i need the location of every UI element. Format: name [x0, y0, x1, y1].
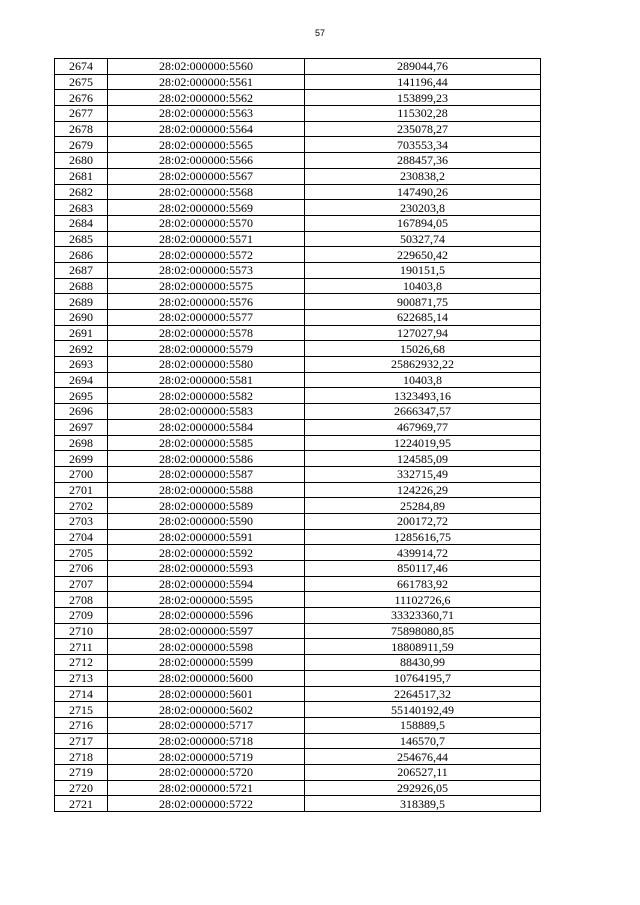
table-row [55, 404, 541, 420]
value-cell: 10764195,7 [305, 670, 541, 686]
row-number-cell: 2674 [55, 59, 108, 75]
cadastral-number-cell: 28:02:000000:5570 [108, 215, 305, 231]
table-row [55, 796, 541, 812]
cadastral-number-cell: 28:02:000000:5593 [108, 561, 305, 577]
value-cell: 288457,36 [305, 153, 541, 169]
value-cell: 18808911,59 [305, 639, 541, 655]
table-row [55, 74, 541, 90]
table-row [55, 200, 541, 216]
row-number-cell: 2708 [55, 592, 108, 608]
value-cell: 25862932,22 [305, 357, 541, 373]
value-cell: 2264517,32 [305, 686, 541, 702]
row-number-cell: 2718 [55, 749, 108, 765]
cadastral-number-cell: 28:02:000000:5717 [108, 717, 305, 733]
table-row [55, 780, 541, 796]
cadastral-number-cell: 28:02:000000:5573 [108, 262, 305, 278]
cadastral-number-cell: 28:02:000000:5591 [108, 529, 305, 545]
cadastral-number-cell: 28:02:000000:5569 [108, 200, 305, 216]
value-cell: 230838,2 [305, 168, 541, 184]
value-cell: 2666347,57 [305, 404, 541, 420]
value-cell: 254676,44 [305, 749, 541, 765]
cadastral-number-cell: 28:02:000000:5597 [108, 623, 305, 639]
value-cell: 158889,5 [305, 717, 541, 733]
value-cell: 146570,7 [305, 733, 541, 749]
row-number-cell: 2683 [55, 200, 108, 216]
table-row [55, 466, 541, 482]
row-number-cell: 2687 [55, 262, 108, 278]
cadastral-number-cell: 28:02:000000:5577 [108, 310, 305, 326]
cadastral-number-cell: 28:02:000000:5722 [108, 796, 305, 812]
row-number-cell: 2685 [55, 231, 108, 247]
cadastral-number-cell: 28:02:000000:5571 [108, 231, 305, 247]
table-row [55, 168, 541, 184]
value-cell: 661783,92 [305, 576, 541, 592]
value-cell: 115302,28 [305, 106, 541, 122]
table-row [55, 749, 541, 765]
row-number-cell: 2694 [55, 372, 108, 388]
cadastral-number-cell: 28:02:000000:5594 [108, 576, 305, 592]
value-cell: 850117,46 [305, 561, 541, 577]
value-cell: 141196,44 [305, 74, 541, 90]
cadastral-number-cell: 28:02:000000:5561 [108, 74, 305, 90]
table-row [55, 655, 541, 671]
row-number-cell: 2710 [55, 623, 108, 639]
row-number-cell: 2686 [55, 247, 108, 263]
value-cell: 75898080,85 [305, 623, 541, 639]
value-cell: 10403,8 [305, 278, 541, 294]
cadastral-number-cell: 28:02:000000:5599 [108, 655, 305, 671]
value-cell: 55140192,49 [305, 702, 541, 718]
cadastral-number-cell: 28:02:000000:5596 [108, 608, 305, 624]
cadastral-number-cell: 28:02:000000:5602 [108, 702, 305, 718]
row-number-cell: 2706 [55, 561, 108, 577]
row-number-cell: 2693 [55, 357, 108, 373]
value-cell: 703553,34 [305, 137, 541, 153]
row-number-cell: 2717 [55, 733, 108, 749]
value-cell: 289044,76 [305, 59, 541, 75]
value-cell: 229650,42 [305, 247, 541, 263]
row-number-cell: 2702 [55, 498, 108, 514]
row-number-cell: 2699 [55, 451, 108, 467]
value-cell: 147490,26 [305, 184, 541, 200]
cadastral-number-cell: 28:02:000000:5568 [108, 184, 305, 200]
row-number-cell: 2711 [55, 639, 108, 655]
row-number-cell: 2682 [55, 184, 108, 200]
row-number-cell: 2704 [55, 529, 108, 545]
table-body [55, 59, 541, 812]
cadastral-number-cell: 28:02:000000:5600 [108, 670, 305, 686]
cadastral-number-cell: 28:02:000000:5584 [108, 419, 305, 435]
row-number-cell: 2703 [55, 513, 108, 529]
cadastral-number-cell: 28:02:000000:5601 [108, 686, 305, 702]
table-row [55, 121, 541, 137]
table-row [55, 247, 541, 263]
value-cell: 622685,14 [305, 310, 541, 326]
cadastral-number-cell: 28:02:000000:5590 [108, 513, 305, 529]
value-cell: 900871,75 [305, 294, 541, 310]
value-cell: 1323493,16 [305, 388, 541, 404]
table-row [55, 561, 541, 577]
row-number-cell: 2684 [55, 215, 108, 231]
table-row [55, 278, 541, 294]
table-row [55, 231, 541, 247]
table-row [55, 262, 541, 278]
row-number-cell: 2707 [55, 576, 108, 592]
cadastral-number-cell: 28:02:000000:5565 [108, 137, 305, 153]
table-row [55, 59, 541, 75]
row-number-cell: 2696 [55, 404, 108, 420]
table-row [55, 357, 541, 373]
row-number-cell: 2700 [55, 466, 108, 482]
value-cell: 230203,8 [305, 200, 541, 216]
cadastral-number-cell: 28:02:000000:5582 [108, 388, 305, 404]
row-number-cell: 2677 [55, 106, 108, 122]
value-cell: 467969,77 [305, 419, 541, 435]
table-row [55, 733, 541, 749]
row-number-cell: 2681 [55, 168, 108, 184]
value-cell: 318389,5 [305, 796, 541, 812]
cadastral-number-cell: 28:02:000000:5583 [108, 404, 305, 420]
value-cell: 10403,8 [305, 372, 541, 388]
row-number-cell: 2695 [55, 388, 108, 404]
table-row [55, 419, 541, 435]
value-cell: 292926,05 [305, 780, 541, 796]
value-cell: 33323360,71 [305, 608, 541, 624]
cadastral-number-cell: 28:02:000000:5562 [108, 90, 305, 106]
table-row [55, 294, 541, 310]
table-row [55, 670, 541, 686]
value-cell: 50327,74 [305, 231, 541, 247]
table-row [55, 623, 541, 639]
value-cell: 206527,11 [305, 764, 541, 780]
cadastral-number-cell: 28:02:000000:5588 [108, 482, 305, 498]
value-cell: 11102726,6 [305, 592, 541, 608]
row-number-cell: 2720 [55, 780, 108, 796]
cadastral-number-cell: 28:02:000000:5718 [108, 733, 305, 749]
cadastral-number-cell: 28:02:000000:5579 [108, 341, 305, 357]
table-row [55, 686, 541, 702]
value-cell: 200172,72 [305, 513, 541, 529]
table-row [55, 325, 541, 341]
table-row [55, 545, 541, 561]
cadastral-number-cell: 28:02:000000:5592 [108, 545, 305, 561]
row-number-cell: 2689 [55, 294, 108, 310]
cadastral-number-cell: 28:02:000000:5580 [108, 357, 305, 373]
value-cell: 25284,89 [305, 498, 541, 514]
row-number-cell: 2692 [55, 341, 108, 357]
row-number-cell: 2688 [55, 278, 108, 294]
value-cell: 153899,23 [305, 90, 541, 106]
cadastral-number-cell: 28:02:000000:5563 [108, 106, 305, 122]
table-row [55, 529, 541, 545]
value-cell: 127027,94 [305, 325, 541, 341]
table-row [55, 372, 541, 388]
table-row [55, 639, 541, 655]
cadastral-number-cell: 28:02:000000:5575 [108, 278, 305, 294]
value-cell: 1285616,75 [305, 529, 541, 545]
cadastral-number-cell: 28:02:000000:5586 [108, 451, 305, 467]
table-row [55, 215, 541, 231]
cadastral-number-cell: 28:02:000000:5572 [108, 247, 305, 263]
cadastral-number-cell: 28:02:000000:5567 [108, 168, 305, 184]
value-cell: 190151,5 [305, 262, 541, 278]
cadastral-number-cell: 28:02:000000:5585 [108, 435, 305, 451]
row-number-cell: 2691 [55, 325, 108, 341]
table-row [55, 498, 541, 514]
table-row [55, 435, 541, 451]
row-number-cell: 2678 [55, 121, 108, 137]
value-cell: 1224019,95 [305, 435, 541, 451]
row-number-cell: 2719 [55, 764, 108, 780]
table-row [55, 106, 541, 122]
cadastral-number-cell: 28:02:000000:5581 [108, 372, 305, 388]
row-number-cell: 2713 [55, 670, 108, 686]
row-number-cell: 2721 [55, 796, 108, 812]
cadastral-number-cell: 28:02:000000:5721 [108, 780, 305, 796]
row-number-cell: 2676 [55, 90, 108, 106]
table-row [55, 576, 541, 592]
table-row [55, 764, 541, 780]
cadastral-number-cell: 28:02:000000:5576 [108, 294, 305, 310]
row-number-cell: 2675 [55, 74, 108, 90]
cadastral-number-cell: 28:02:000000:5589 [108, 498, 305, 514]
cadastral-number-cell: 28:02:000000:5720 [108, 764, 305, 780]
row-number-cell: 2709 [55, 608, 108, 624]
table-row [55, 341, 541, 357]
row-number-cell: 2680 [55, 153, 108, 169]
cadastral-number-cell: 28:02:000000:5595 [108, 592, 305, 608]
row-number-cell: 2698 [55, 435, 108, 451]
value-cell: 332715,49 [305, 466, 541, 482]
row-number-cell: 2690 [55, 310, 108, 326]
value-cell: 167894,05 [305, 215, 541, 231]
row-number-cell: 2715 [55, 702, 108, 718]
value-cell: 235078,27 [305, 121, 541, 137]
row-number-cell: 2679 [55, 137, 108, 153]
cadastral-number-cell: 28:02:000000:5587 [108, 466, 305, 482]
page-number: 57 [314, 28, 325, 38]
table-row [55, 184, 541, 200]
table-row [55, 137, 541, 153]
cadastral-number-cell: 28:02:000000:5719 [108, 749, 305, 765]
row-number-cell: 2705 [55, 545, 108, 561]
row-number-cell: 2701 [55, 482, 108, 498]
table-row [55, 153, 541, 169]
table-row [55, 482, 541, 498]
row-number-cell: 2714 [55, 686, 108, 702]
value-cell: 124585,09 [305, 451, 541, 467]
value-cell: 15026,68 [305, 341, 541, 357]
table-row [55, 702, 541, 718]
value-cell: 124226,29 [305, 482, 541, 498]
cadastral-number-cell: 28:02:000000:5564 [108, 121, 305, 137]
cadastral-number-cell: 28:02:000000:5598 [108, 639, 305, 655]
table-row [55, 310, 541, 326]
cadastral-number-cell: 28:02:000000:5578 [108, 325, 305, 341]
value-cell: 88430,99 [305, 655, 541, 671]
table-row [55, 90, 541, 106]
row-number-cell: 2697 [55, 419, 108, 435]
row-number-cell: 2712 [55, 655, 108, 671]
table-row [55, 717, 541, 733]
cadastral-number-cell: 28:02:000000:5560 [108, 59, 305, 75]
row-number-cell: 2716 [55, 717, 108, 733]
table-row [55, 513, 541, 529]
table-row [55, 608, 541, 624]
table-row [55, 451, 541, 467]
table-row [55, 388, 541, 404]
value-cell: 439914,72 [305, 545, 541, 561]
cadastral-number-cell: 28:02:000000:5566 [108, 153, 305, 169]
cadastral-table [54, 58, 541, 812]
table-row [55, 592, 541, 608]
